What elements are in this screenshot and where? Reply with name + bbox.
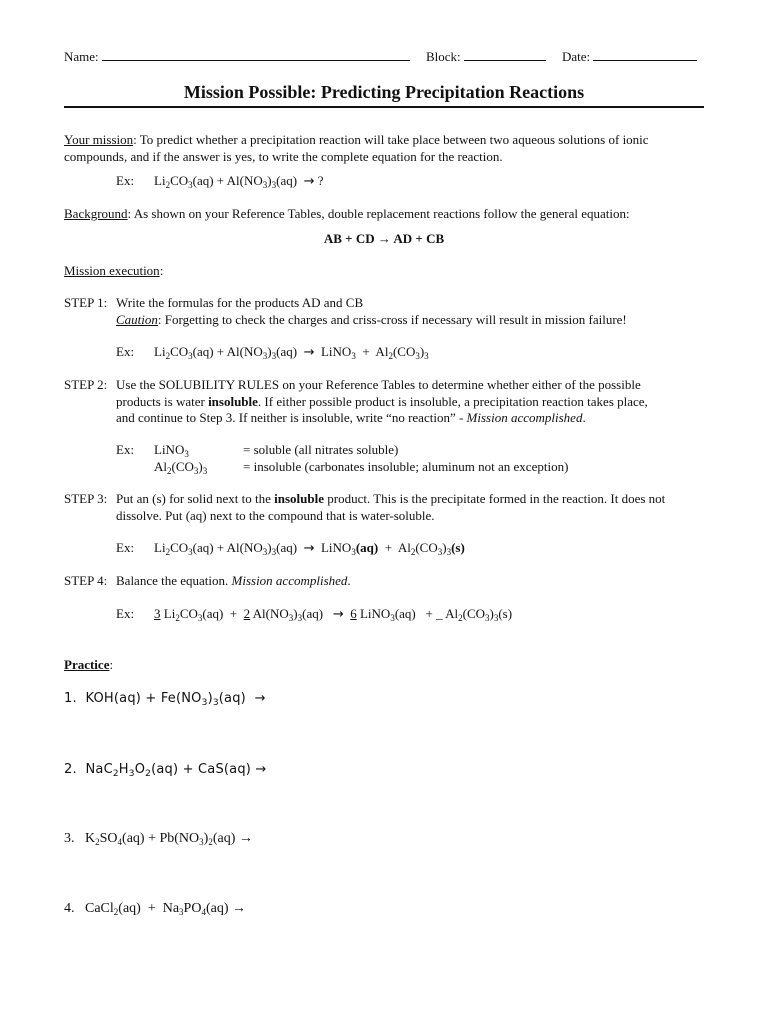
- step4-text-main: Balance the equation.: [116, 573, 232, 588]
- execution-label: Mission execution: [64, 263, 160, 278]
- step3-line-1: [116, 490, 665, 507]
- step1-ex-equation: $Li_2CO_3(aq) + Al(NO_3)_3(aq)$ → LiNO$_3$ + $Al_2(CO_3)_3$: [154, 344, 429, 361]
- step4-end: .: [347, 573, 351, 588]
- name-blank[interactable]: [102, 48, 410, 61]
- step2-label: STEP 2:: [64, 377, 108, 392]
- step3-line1a: Put an (s) for solid next to the: [116, 491, 275, 506]
- name-label: Name:: [64, 49, 99, 64]
- step4-mission-accomplished: Mission accomplished: [231, 573, 348, 588]
- block-field[interactable]: [426, 48, 546, 65]
- step4-text: [116, 572, 351, 589]
- practice-item-4: 4. CaCl$_2$(aq) + $Na_3PO_4(aq)$ →: [64, 901, 246, 917]
- general-equation: AB + CD → AD + CB: [323, 231, 445, 246]
- mission-example: [116, 172, 134, 189]
- step2-line-1: Use the SOLUBILITY RULES on your Reference Tables to determine whether either of the possible: [116, 377, 641, 392]
- step2-line2a: products is water: [116, 394, 209, 409]
- practice-item-2: 2. $NaC_2H_3O_2(aq) + CaS(aq)$ →: [64, 762, 267, 779]
- mission-ex-equation: $Li_2CO_3(aq) + Al(NO_3)_3(aq)$ → ?: [154, 173, 324, 190]
- step1-ex-label: Ex:: [116, 344, 135, 359]
- step4-label: STEP 4:: [64, 573, 108, 588]
- title-divider: [64, 106, 704, 108]
- practice-number: 2.: [64, 762, 77, 777]
- step4-ex-label: Ex:: [116, 606, 135, 621]
- background-text: : As shown on your Reference Tables, double replacement reactions follow the general equation:: [127, 206, 630, 221]
- execution-colon: :: [159, 263, 164, 278]
- practice-number: 3.: [64, 831, 75, 846]
- block-blank[interactable]: [464, 48, 546, 61]
- caution-text: : Forgetting to check the charges and criss-cross if necessary will result in mission failure!: [157, 312, 627, 327]
- mission-text-2: compounds, and if the answer is yes, to write the complete equation for the reaction.: [64, 149, 503, 164]
- practice-colon: :: [109, 657, 114, 672]
- practice-number: 1.: [64, 691, 77, 706]
- background-label: Background: [64, 206, 128, 221]
- step2-row1-result: = soluble (all nitrates soluble): [243, 442, 399, 457]
- step4-ex-equation: 3 $Li_2CO_3(aq) + 2$ $Al(NO_3)_3(aq) \to 6$ LiNO$_3$(aq) + _ $Al_2(CO_3)_3(s)$: [154, 606, 513, 623]
- practice-number: 4.: [64, 901, 75, 916]
- step1-caution: [116, 311, 627, 328]
- mission-ex-eq-text: [0, 0, 1, 1]
- background-line: [64, 205, 630, 222]
- step3-ex-label: Ex:: [116, 540, 135, 555]
- mission-label: Your mission: [64, 132, 134, 147]
- practice-heading: [64, 656, 113, 673]
- step1-text: Write the formulas for the products AD and CB: [116, 295, 364, 310]
- execution-heading: [64, 262, 163, 279]
- block-label: Block:: [426, 49, 461, 64]
- date-blank[interactable]: [593, 48, 697, 61]
- mission-line-1: [64, 131, 649, 148]
- step2-row2-compound: $Al_2(CO_3)_3$: [154, 459, 208, 476]
- page-title: Mission Possible: Predicting Precipitation Reactions: [183, 82, 585, 102]
- step3-line-2: dissolve. Put (aq) next to the compound that is water-soluble.: [116, 508, 435, 523]
- step2-line3a: and continue to Step 3. If neither is insoluble, write “no reaction” -: [116, 410, 467, 425]
- step2-line2b: . If either possible product is insoluble, a precipitation reaction takes place,: [257, 394, 648, 409]
- step3-label: STEP 3:: [64, 491, 108, 506]
- practice-label: Practice: [64, 657, 110, 672]
- step2-line-3: [116, 409, 586, 426]
- name-field[interactable]: [64, 48, 410, 65]
- step1-label: STEP 1:: [64, 295, 108, 310]
- step2-row1-compound: LiNO$_3$: [154, 442, 189, 459]
- mission-text-1: : To predict whether a precipitation reaction will take place between two aqueous solutions of ionic: [133, 132, 649, 147]
- step2-line3b: .: [582, 410, 586, 425]
- step2-ex-label: Ex:: [116, 442, 135, 457]
- mission-ex-label: Ex:: [116, 173, 135, 188]
- date-label: Date:: [562, 49, 591, 64]
- caution-label: Caution: [116, 312, 158, 327]
- equation-text-carriers: [0, 0, 1, 1]
- step2-insoluble: insoluble: [208, 394, 258, 409]
- step2-line-2: [116, 393, 648, 410]
- step3-line1b: product. This is the precipitate formed in the reaction. It does not: [324, 491, 666, 506]
- step3-insoluble: insoluble: [274, 491, 325, 506]
- date-field[interactable]: [562, 48, 697, 65]
- practice-item-1: 1. $KOH(aq) + Fe(NO_3)_3(aq)$ →: [64, 691, 266, 708]
- step2-mission-accomplished: Mission accomplished: [466, 410, 583, 425]
- practice-item-3: 3. $K_2SO_4(aq) + Pb(NO_3)_2(aq)$ →: [64, 831, 253, 847]
- step2-row2-result: = insoluble (carbonates insoluble; aluminum not an exception): [243, 459, 569, 474]
- step3-ex-equation: $Li_2CO_3(aq) + Al(NO_3)_3(aq)$ → LiNO$_3$(aq) + $Al_2(CO_3)_3(s)$: [154, 540, 465, 557]
